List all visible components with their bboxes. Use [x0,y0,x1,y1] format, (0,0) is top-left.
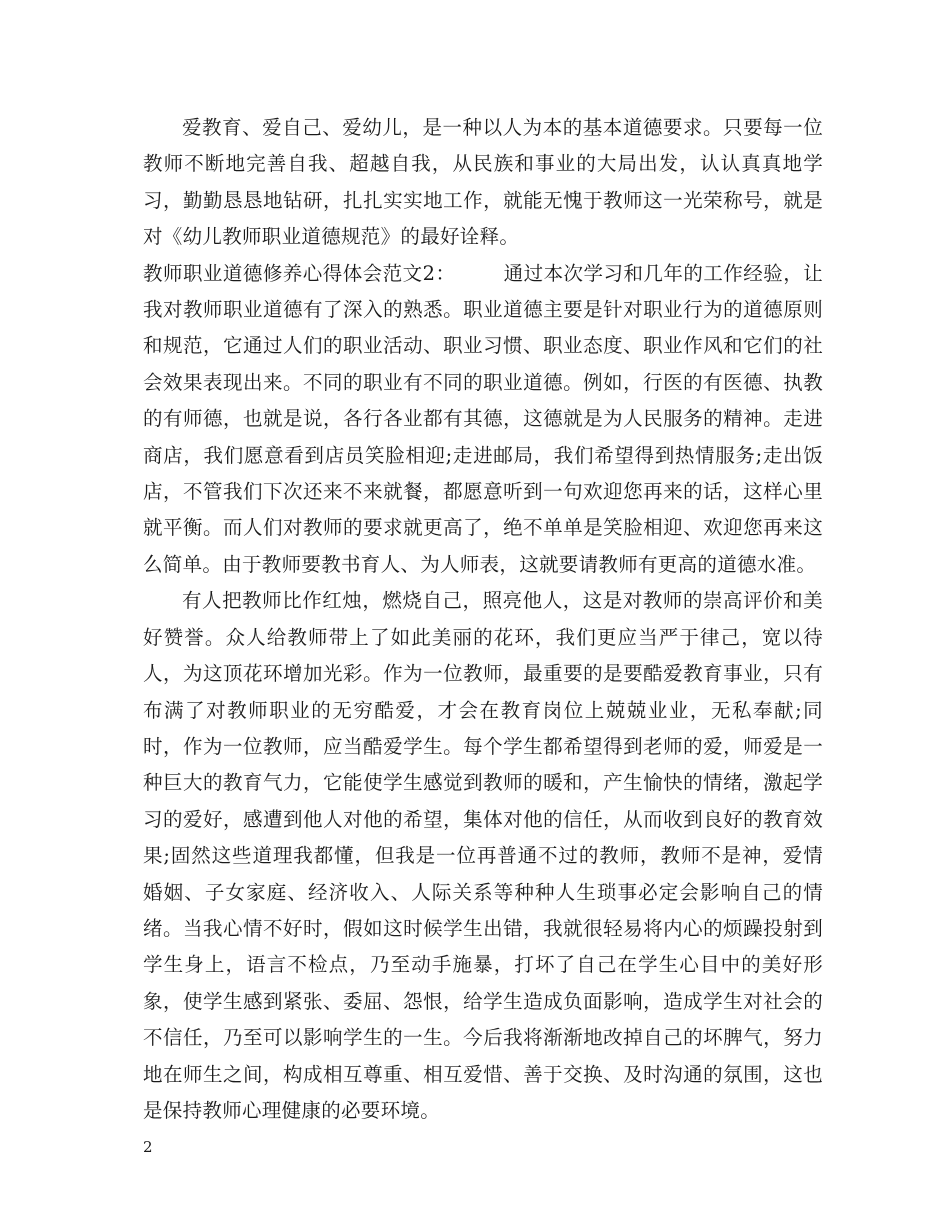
paragraph-1: 爱教育、爱自己、爱幼儿，是一种以人为本的基本道德要求。只要每一位教师不断地完善自我、超越自我，从民族和事业的大局出发，认认真真地学习，勤勤恳恳地钻研，扎扎实实地工作，就能无愧于教师这一光荣称号，就是对《幼儿教师职业道德规范》的最好诠释。 [143,116,823,249]
paragraph-2 [143,256,823,584]
page-number: 2 [143,1138,153,1156]
paragraph-3: 有人把教师比作红烛，燃烧自己，照亮他人，这是对教师的崇高评价和美好赞誉。众人给教师带上了如此美丽的花环，我们更应当严于律己，宽以待人，为这顶花环增加光彩。作为一位教师，最重要的是要酷爱教育事业，只有布满了对教师职业的无穷酷爱，才会在教育岗位上兢兢业业，无私奉献;同时，作为一位教师，应当酷爱学生。每个学生都希望得到老师的爱，师爱是一种巨大的教育气力，它能使学生感觉到教师的暖和，产生愉快的情绪，激起学习的爱好，感遭到他人对他的希望，集体对他的信任，从而收到良好的教育效果;固然这些道理我都懂，但我是一位再普通不过的教师，教师不是神，爱情婚姻、子女家庭、经济收入、人际关系等种种人生琐事必定会影响自己的情绪。当我心情不好时，假如这时候学生出错，我就很轻易将内心的烦躁投射到学生身上，语言不检点，乃至动手施暴，打坏了自己在学生心目中的美好形象，使学生感到紧张、委屈、怨恨，给学生造成负面影响，造成学生对社会的不信任，乃至可以影响学生的一生。今后我将渐渐地改掉自己的坏脾气，努力地在师生之间，构成相互尊重、相互爱惜、善于交换、及时沟通的氛围，这也是保持教师心理健康的必要环境。 [143,589,823,1122]
paragraph-2-body: 通过本次学习和几年的工作经验，让我对教师职业道德有了深入的熟悉。职业道德主要是针对职业行为的道德原则和规范，它通过人们的职业活动、职业习惯、职业态度、职业作风和它们的社会效果表现出来。不同的职业有不同的职业道德。例如，行医的有医德、执教的有师德，也就是说，各行各业都有其德，这德就是为人民服务的精神。走进商店，我们愿意看到店员笑脸相迎;走进邮局，我们希望得到热情服务;走出饭店，不管我们下次还来不来就餐，都愿意听到一句欢迎您再来的话，这样心里就平衡。而人们对教师的要求就更高了，绝不单单是笑脸相迎、欢迎您再来这么简单。由于教师要教书育人、为人师表，这就要请教师有更高的道德水准。 [143,261,823,576]
section-heading: 教师职业道德修养心得体会范文2： [143,261,456,285]
document-page [143,110,823,1129]
